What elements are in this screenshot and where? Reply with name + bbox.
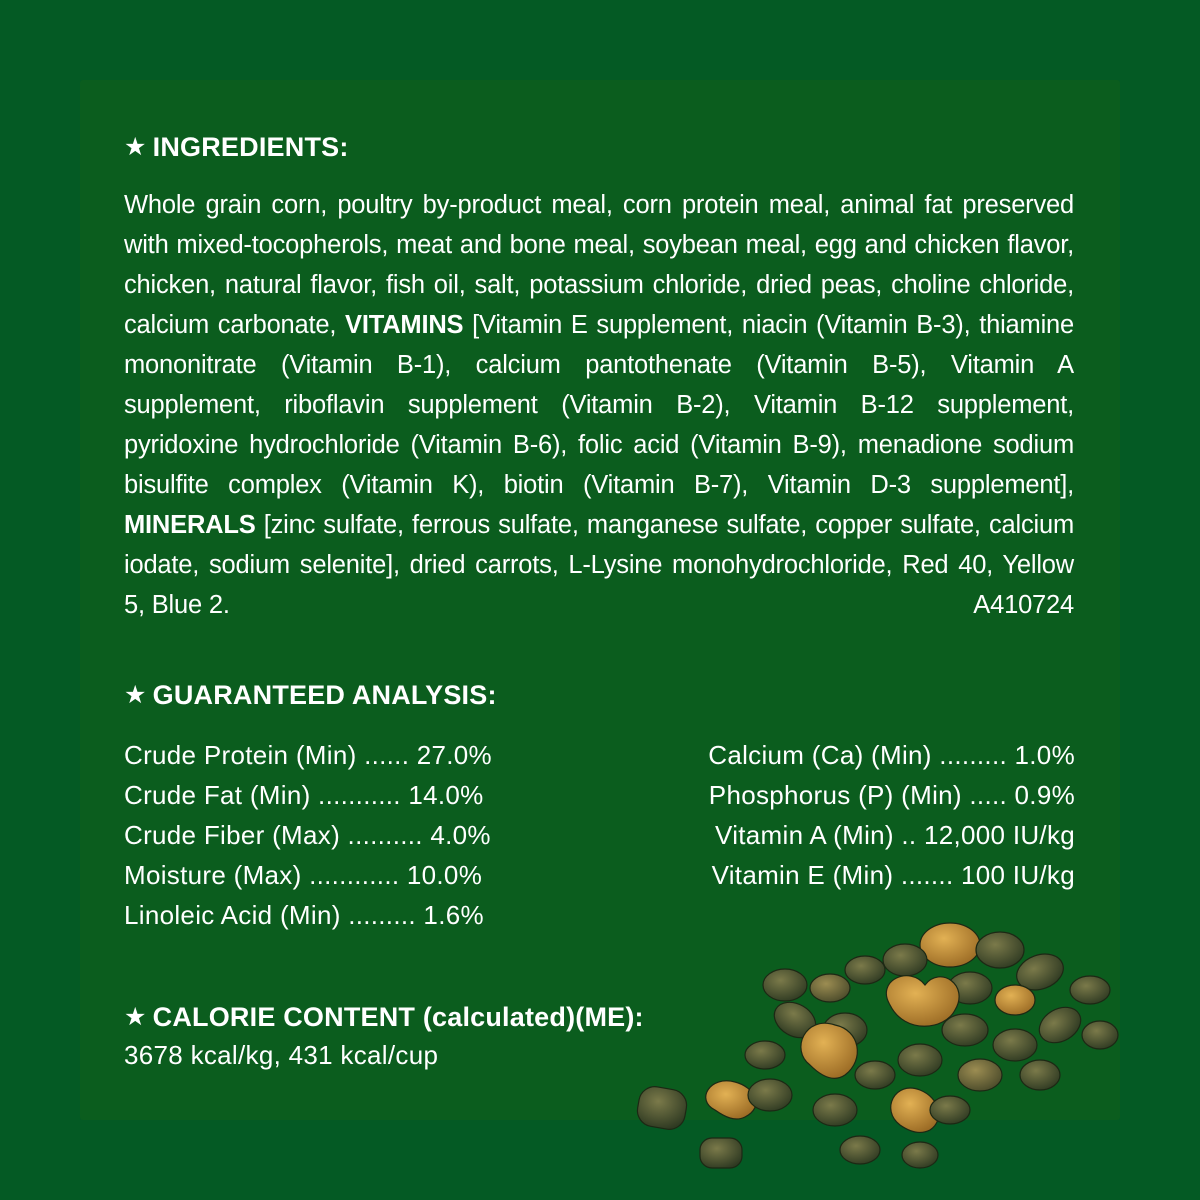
ingredients-heading — [124, 132, 349, 163]
guaranteed-analysis-heading — [124, 680, 497, 711]
calorie-content-heading-label: CALORIE CONTENT (calculated)(ME): — [152, 1002, 644, 1032]
product-code: A410724 — [973, 591, 1074, 619]
analysis-row: Moisture (Max) ............ 10.0% — [124, 860, 483, 890]
minerals-label: MINERALS — [124, 511, 256, 539]
analysis-row: Vitamin E (Min) ....... 100 IU/kg — [711, 860, 1075, 890]
vitamins-label: VITAMINS — [345, 311, 464, 339]
analysis-row: Crude Fiber (Max) .......... 4.0% — [124, 820, 491, 850]
guaranteed-analysis-left-column — [124, 735, 492, 935]
analysis-row: Phosphorus (P) (Min) ..... 0.9% — [708, 780, 1075, 810]
guaranteed-analysis-right-column — [708, 735, 1075, 895]
analysis-row: Linoleic Acid (Min) ......... 1.6% — [124, 900, 484, 930]
ingredients-part-1: Whole grain corn, poultry by-product meal, corn protein meal, animal fat preserved with mixed-tocopherols, meat and bone meal, soybean meal, egg and chicken flavor, chicken, natural flavor, fish oil, salt, potassium chloride, dried peas, choline chloride, calcium carbonate, — [124, 191, 1074, 339]
ingredients-part-2: [Vitamin E supplement, niacin (Vitamin B-3), thiamine mononitrate (Vitamin B-1), calcium pantothenate (Vitamin B-5), Vitamin A supplement, riboflavin supplement (Vitamin B-2), Vitamin B-12 supplement, pyridoxine hydrochloride (Vitamin B-6), folic acid (Vitamin B-9), menadione sodium bisulfite complex (Vitamin K), biotin (Vitamin B-7), Vitamin D-3 supplement], — [124, 311, 1075, 499]
star-icon: ★ — [124, 1003, 147, 1031]
calorie-content-value: 3678 kcal/kg, 431 kcal/cup — [124, 1040, 439, 1070]
analysis-row: Vitamin A (Min) .. 12,000 IU/kg — [715, 820, 1075, 850]
analysis-row: Calcium (Ca) (Min) ......... 1.0% — [708, 740, 1075, 770]
calorie-content-heading — [124, 1002, 644, 1033]
star-icon: ★ — [124, 681, 147, 709]
analysis-row: Crude Fat (Min) ........... 14.0% — [124, 780, 484, 810]
kibble-image — [620, 910, 1130, 1170]
analysis-row: Crude Protein (Min) ...... 27.0% — [124, 740, 492, 770]
ingredients-text — [124, 185, 1074, 625]
ingredients-heading-label: INGREDIENTS: — [152, 132, 349, 162]
ingredients-part-3: [zinc sulfate, ferrous sulfate, manganese sulfate, copper sulfate, calcium iodate, sodium selenite], dried carrots, L-Lysine monohydrochloride, Red 40, Yellow 5, Blue 2. — [124, 511, 1074, 619]
guaranteed-analysis-heading-label: GUARANTEED ANALYSIS: — [152, 680, 497, 710]
star-icon: ★ — [124, 133, 147, 161]
